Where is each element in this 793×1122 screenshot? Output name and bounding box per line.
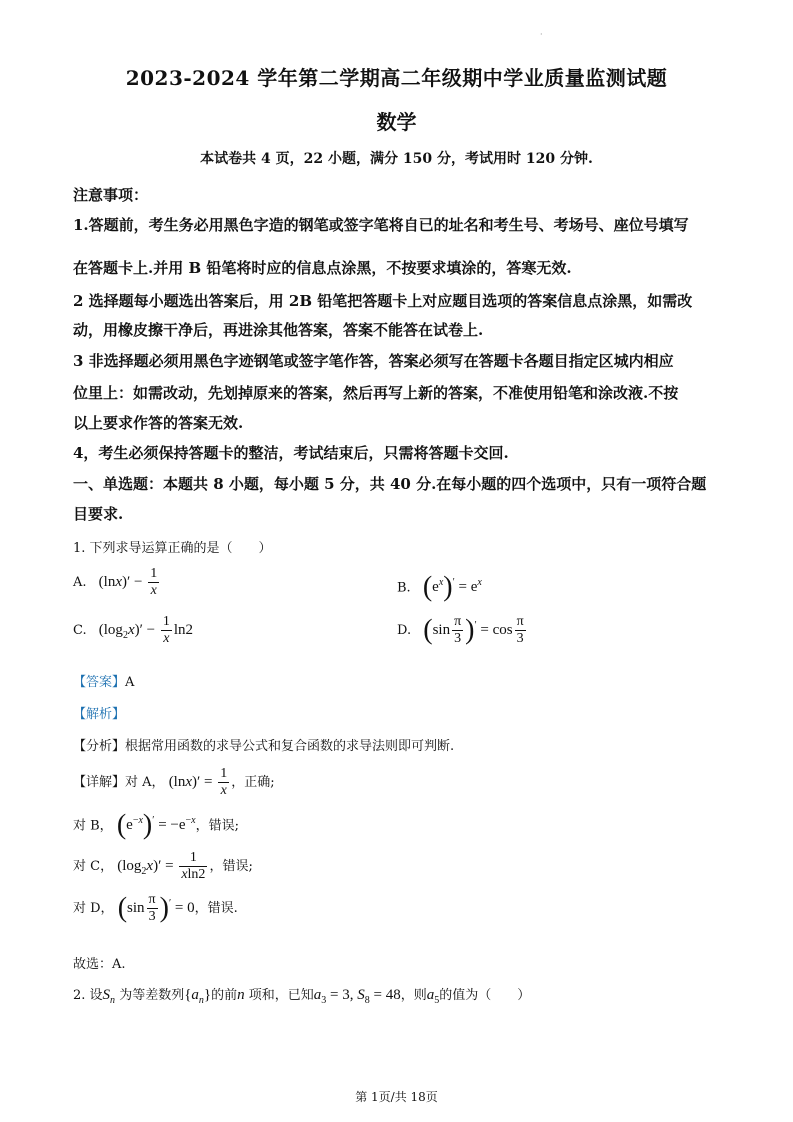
fenxi-line [73, 735, 454, 754]
notice-line: 以上要求作答的答案无效. [73, 414, 244, 432]
detail-a-formula: (lnx)′ = $\frac{1}{x}$ [168, 766, 228, 798]
answer-line [73, 671, 134, 690]
notice-heading: 注意事项： [73, 186, 149, 204]
fenxi-tag: 【分析】 [73, 739, 126, 754]
section-heading-cont: 目要求. [73, 505, 124, 523]
notice-line: 在答题卡上.并用 B 铅笔将时应的信息点涂黑，不按要求填涂的，答寒无效. [73, 259, 572, 277]
option-b-formula: $(e^x)' = e^x$ [422, 572, 482, 603]
q2-n: n [237, 987, 245, 1003]
notice-line: 3 非选择题必须用黑色字迹钢笔或签字笔作答，答案必须写在答题卡各题目指定区城内相应 [73, 352, 674, 370]
option-b: B. $(e^x)' = e^x$ [397, 572, 482, 603]
option-d-formula: (sin $\frac{\pi}{3}$ )′ = cos $\frac{\pi}{3}$ [423, 614, 524, 646]
fenxi-text: 根据常用函数的求导公式和复合函数的求导法则即可判断. [125, 739, 455, 754]
detail-b-formula: $(e^{-x})' = -e^{-x}$ [116, 810, 196, 841]
option-a-formula: (lnx)′ − $\frac{1}{x}$ [98, 566, 158, 598]
notice-line: 4，考生必须保持答题卡的整洁，考试结束后，只需将答题卡交回. [73, 444, 509, 462]
option-a: A. (lnx)′ − $\frac{1}{x}$ [73, 566, 161, 599]
notice-line: 1.答题前，考生务必用黑色字造的钢笔或签字笔将自已的址名和考生号、考场号、座位号填写 [73, 216, 689, 234]
question-1-stem: 1. 下列求导运算正确的是（ ） [73, 541, 272, 556]
scan-dot: · [540, 30, 543, 39]
detail-d-formula: (sin $\frac{\pi}{3}$ )′ = 0 [117, 892, 195, 924]
q2-target: $a_5$ [426, 987, 440, 1006]
option-d: D. (sin $\frac{\pi}{3}$ )′ = cos $\frac{\pi}{3}$ [397, 614, 528, 647]
page-footer: 第 1页/共 18页 [355, 1090, 438, 1104]
detail-d: 对 D， (sin $\frac{\pi}{3}$ )′ = 0，错误. [73, 892, 238, 924]
question-2-stem: 2. 设$S_n$ 为等差数列$\{a_n\}$的前n 项和，已知$a_3 = 3$, $S_8 = 48$，则$a_5$的值为（ ） [73, 987, 531, 1006]
notice-line: 位里上：如需改动，先划掉原来的答案，然后再写上新的答案，不准使用铅笔和涂改液.不按 [73, 384, 679, 402]
q2-given: $a_3 = 3$, $S_8 = 48$ [313, 987, 401, 1006]
section-heading: 一、单选题：本题共 8 小题，每小题 5 分，共 40 分.在每小题的四个选项中，只有一项符合题 [73, 475, 707, 493]
q2-sequence: $\{a_n\}$ [184, 987, 212, 1006]
detail-b: 对 B， $(e^{-x})' = -e^{-x}$，错误; [73, 810, 239, 841]
detail-a: 【详解】对 A， (lnx)′ = $\frac{1}{x}$ ，正确; [73, 766, 275, 798]
exam-meta: 本试卷共 4 页，22 小题，满分 150 分，考试用时 120 分钟. [200, 151, 593, 167]
conclusion: 故选：A. [73, 957, 126, 972]
analysis-tag: 【解析】 [73, 707, 126, 722]
page-title: 2023-2024 学年第二学期高二年级期中学业质量监测试题 [125, 66, 668, 90]
option-c: C. $(\log_2x)'$ − $\frac{1}{x}$ ln2 [73, 614, 194, 646]
notice-line: 2 选择题每小题选出答案后，用 2B 铅笔把答题卡上对应题目选项的答案信息点涂黑，如需改 [73, 292, 693, 310]
answer-value: A [125, 675, 135, 690]
detail-c: 对 C， $(\log_2x)'$ = $\frac{1}{xln2}$ ，错误; [73, 850, 253, 882]
detail-c-formula: $(\log_2x)'$ = $\frac{1}{xln2}$ [117, 850, 206, 882]
option-c-formula: $(\log_2x)'$ − $\frac{1}{x}$ ln2 [98, 614, 194, 646]
notice-line: 动，用橡皮擦干净后，再进涂其他答案，答案不能答在试卷上. [73, 321, 484, 339]
answer-tag: 【答案】 [73, 675, 126, 690]
subject-title: 数学 [376, 110, 417, 134]
q2-sn: $S_n$ [102, 987, 116, 1006]
